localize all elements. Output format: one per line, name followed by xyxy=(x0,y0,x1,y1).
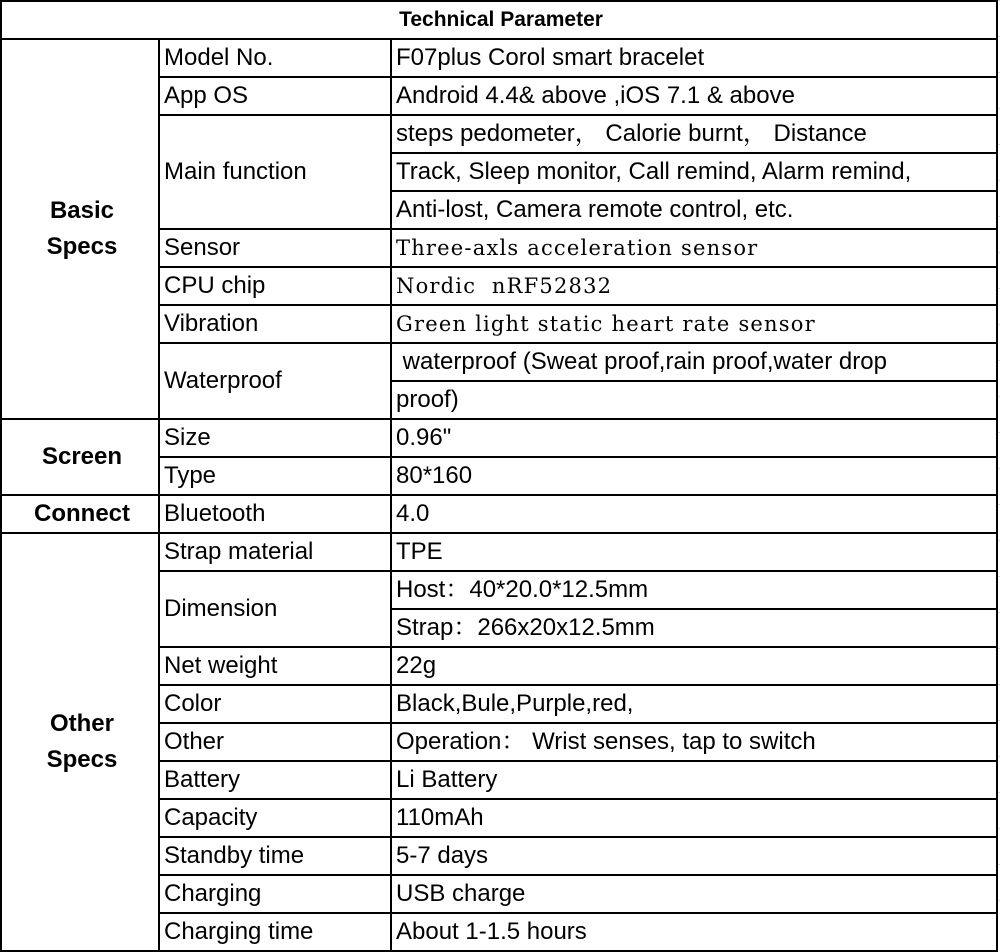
row-value-dimension-strap: Strap：266x20x12.5mm xyxy=(391,609,997,647)
row-label-color: Color xyxy=(159,685,391,723)
row-label-model: Model No. xyxy=(159,39,391,77)
group-label-line: Specs xyxy=(46,746,118,773)
row-label-vibration: Vibration xyxy=(159,305,391,343)
row-label-weight: Net weight xyxy=(159,647,391,685)
table-header-row xyxy=(1,1,997,39)
row-value-type: 80*160 xyxy=(391,457,997,495)
row-value-waterproof-line-1: waterproof (Sweat proof,rain proof,water drop xyxy=(391,343,997,381)
row-label-charging-time: Charging time xyxy=(159,913,391,951)
row-value-main-function-line-1: steps pedometer， Calorie burnt， Distance xyxy=(391,115,997,153)
group-label-line: Screen xyxy=(41,443,123,470)
row-value-model: F07plus Corol smart bracelet xyxy=(391,39,997,77)
row-value-bluetooth: 4.0 xyxy=(391,495,997,533)
row-value-other: Operation： Wrist senses, tap to switch xyxy=(391,723,997,761)
row-label-cpu: CPU chip xyxy=(159,267,391,305)
row-label-type: Type xyxy=(159,457,391,495)
row-value-strap: TPE xyxy=(391,533,997,571)
table-title: Technical Parameter xyxy=(1,1,997,39)
row-value-cpu: Nordic nRF52832 xyxy=(391,267,997,305)
row-label-waterproof: Waterproof xyxy=(159,343,391,419)
row-value-charging-time: About 1-1.5 hours xyxy=(391,913,997,951)
table-row xyxy=(1,495,997,533)
row-value-capacity: 110mAh xyxy=(391,799,997,837)
row-value-vibration: Green light static heart rate sensor xyxy=(391,305,997,343)
table-row xyxy=(1,533,997,571)
group-screen xyxy=(1,419,159,495)
row-label-capacity: Capacity xyxy=(159,799,391,837)
row-value-dimension-host: Host：40*20.0*12.5mm xyxy=(391,571,997,609)
row-label-main-function: Main function xyxy=(159,115,391,229)
group-basic-specs xyxy=(1,39,159,419)
row-label-app-os: App OS xyxy=(159,77,391,115)
row-label-dimension: Dimension xyxy=(159,571,391,647)
row-label-strap: Strap material xyxy=(159,533,391,571)
row-value-waterproof-line-2: proof) xyxy=(391,381,997,419)
row-value-sensor: Three-axls acceleration sensor xyxy=(391,229,997,267)
row-label-size: Size xyxy=(159,419,391,457)
group-label-line: Connect xyxy=(34,500,130,527)
row-value-color: Black,Bule,Purple,red, xyxy=(391,685,997,723)
row-label-sensor: Sensor xyxy=(159,229,391,267)
row-value-battery: Li Battery xyxy=(391,761,997,799)
table-row xyxy=(1,39,997,77)
row-value-weight: 22g xyxy=(391,647,997,685)
row-label-battery: Battery xyxy=(159,761,391,799)
row-value-main-function-line-3: Anti-lost, Camera remote control, etc. xyxy=(391,191,997,229)
row-label-standby: Standby time xyxy=(159,837,391,875)
row-value-app-os: Android 4.4& above ,iOS 7.1 & above xyxy=(391,77,997,115)
group-label-line: Other xyxy=(49,710,114,737)
group-label-line: Specs xyxy=(46,233,118,260)
row-value-size: 0.96" xyxy=(391,419,997,457)
group-label-line: Basic xyxy=(49,197,115,224)
group-other-specs xyxy=(1,533,159,951)
group-connect xyxy=(1,495,159,533)
row-label-other: Other xyxy=(159,723,391,761)
row-value-charging: USB charge xyxy=(391,875,997,913)
row-label-charging: Charging xyxy=(159,875,391,913)
row-value-standby: 5-7 days xyxy=(391,837,997,875)
table-row xyxy=(1,419,997,457)
row-label-bluetooth: Bluetooth xyxy=(159,495,391,533)
row-value-main-function-line-2: Track, Sleep monitor, Call remind, Alarm remind, xyxy=(391,153,997,191)
